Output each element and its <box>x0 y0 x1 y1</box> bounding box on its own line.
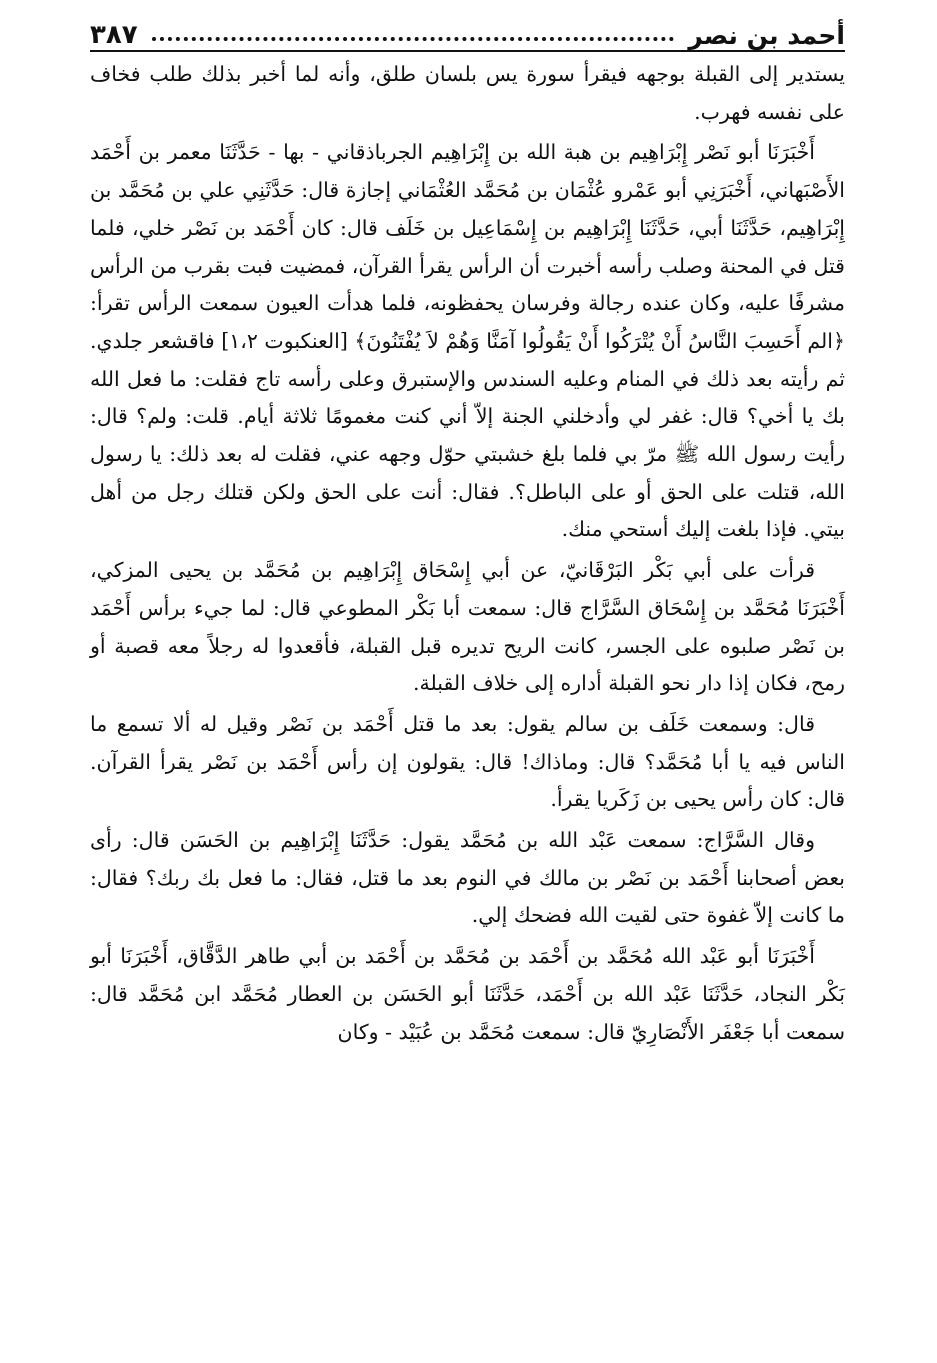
running-title: أحمد بن نصر <box>688 21 845 50</box>
paragraph: يستدير إلى القبلة بوجهه فيقرأ سورة يس بلسان طلق، وأنه لما أخبر بذلك طلب فخاف على نفسه فهرب. <box>90 62 845 124</box>
paragraph: وقال السَّرَّاج: سمعت عَبْد الله بن مُحَمَّد يقول: حَدَّثَنَا إِبْرَاهِيم بن الحَسَن قال: رأى بعض أصحابنا أَحْمَد بن نَصْر بن مالك في النوم بعد ما قتل، فقال: ما فعل بك ربك؟ فقال: ما كانت إلاّ غفوة حتى لقيت الله فضحك إلي. <box>90 828 845 928</box>
paragraph: أَخْبَرَنَا أبو نَصْر إِبْرَاهِيم بن هبة الله بن إِبْرَاهِيم الجرباذقاني - بها - حَدَّثَنَا معمر بن أَحْمَد الأَصْبَهاني، أَخْبَرَنِي أبو عَمْرو عُثْمَان بن مُحَمَّد العُثْمَاني إجازة قال: حَدَّثَنِي علي بن مُحَمَّد بن إِبْرَاهِيم، حَدَّثَنَا أبي، حَدَّثَنَا إِبْرَاهِيم بن إِسْمَاعِيل بن خَلَف قال: كان أَحْمَد بن نَصْر خلي، فلما قتل في المحنة وصلب رأسه أخبرت أن الرأس يقرأ القرآن، فمضيت فبت بقرب من الرأس مشرفًا عليه، وكان عنده رجالة وفرسان يحفظونه، فلما هدأت العيون سمعت الرأس تقرأ: ﴿الم أَحَسِبَ النَّاسُ أَنْ يُتْرَكُوا أَنْ يَقُولُوا آمَنَّا وَهُمْ لاَ يُفْتَنُونَ﴾ [العنكبوت ١،٢] فاقشعر جلدي. ثم رأيته بعد ذلك في المنام وعليه السندس والإستبرق وعلى رأسه تاج فقلت: ما فعل الله بك يا أخي؟ قال: غفر لي وأدخلني الجنة إلاّ أني كنت مغمومًا ثلاثة أيام. قلت: ولم؟ قال: رأيت رسول الله ﷺ مرّ بي فلما بلغ خشبتي حوّل وجهه عني، فقلت له بعد ذلك: يا رسول الله، قتلت على الحق أو على الباطل؟. فقال: أنت على الحق ولكن قتلك رجل من أهل بيتي. فإذا بلغت إليك أستحي منك. <box>90 140 845 542</box>
page-number: ٣٨٧ <box>90 20 138 50</box>
body-text <box>90 56 845 1051</box>
paragraph: قال: وسمعت خَلَف بن سالم يقول: بعد ما قتل أَحْمَد بن نَصْر وقيل له ألا تسمع ما الناس فيه يا أبا مُحَمَّد؟ قال: وماذاك! قال: يقولون إن رأس أَحْمَد بن نَصْر يقرأ القرآن. قال: كان رأس يحيى بن زَكَريا يقرأ. <box>90 711 845 812</box>
paragraph: قرأت على أبي بَكْر البَرْقَانيّ، عن أبي إِسْحَاق إِبْرَاهِيم بن مُحَمَّد بن يحيى المزكي، أَخْبَرَنَا مُحَمَّد بن إِسْحَاق السَّرَّاج قال: سمعت أبا بَكْر المطوعي قال: لما جيء برأس أَحْمَد بن نَصْر صلبوه على الجسر، كانت الريح تديره قبل القبلة، فأقعدوا له رجلاً معه قصبة أو رمح، فكان إذا دار نحو القبلة أداره إلى خلاف القبلة. <box>90 558 845 696</box>
running-head <box>90 8 845 52</box>
paragraph: أَخْبَرَنَا أبو عَبْد الله مُحَمَّد بن أَحْمَد بن مُحَمَّد بن أَحْمَد بن أبي طاهر الدَّقَّاق، أَخْبَرَنَا أبو بَكْر النجاد، حَدَّثَنَا عَبْد الله بن أَحْمَد، حَدَّثَنَا أبو الحَسَن بن العطار مُحَمَّد ابن مُحَمَّد قال: سمعت أبا جَعْفَر الأَنْصَارِيّ قال: سمعت مُحَمَّد بن عُبَيْد - وكان <box>90 944 845 1044</box>
leader-dots <box>152 37 675 41</box>
